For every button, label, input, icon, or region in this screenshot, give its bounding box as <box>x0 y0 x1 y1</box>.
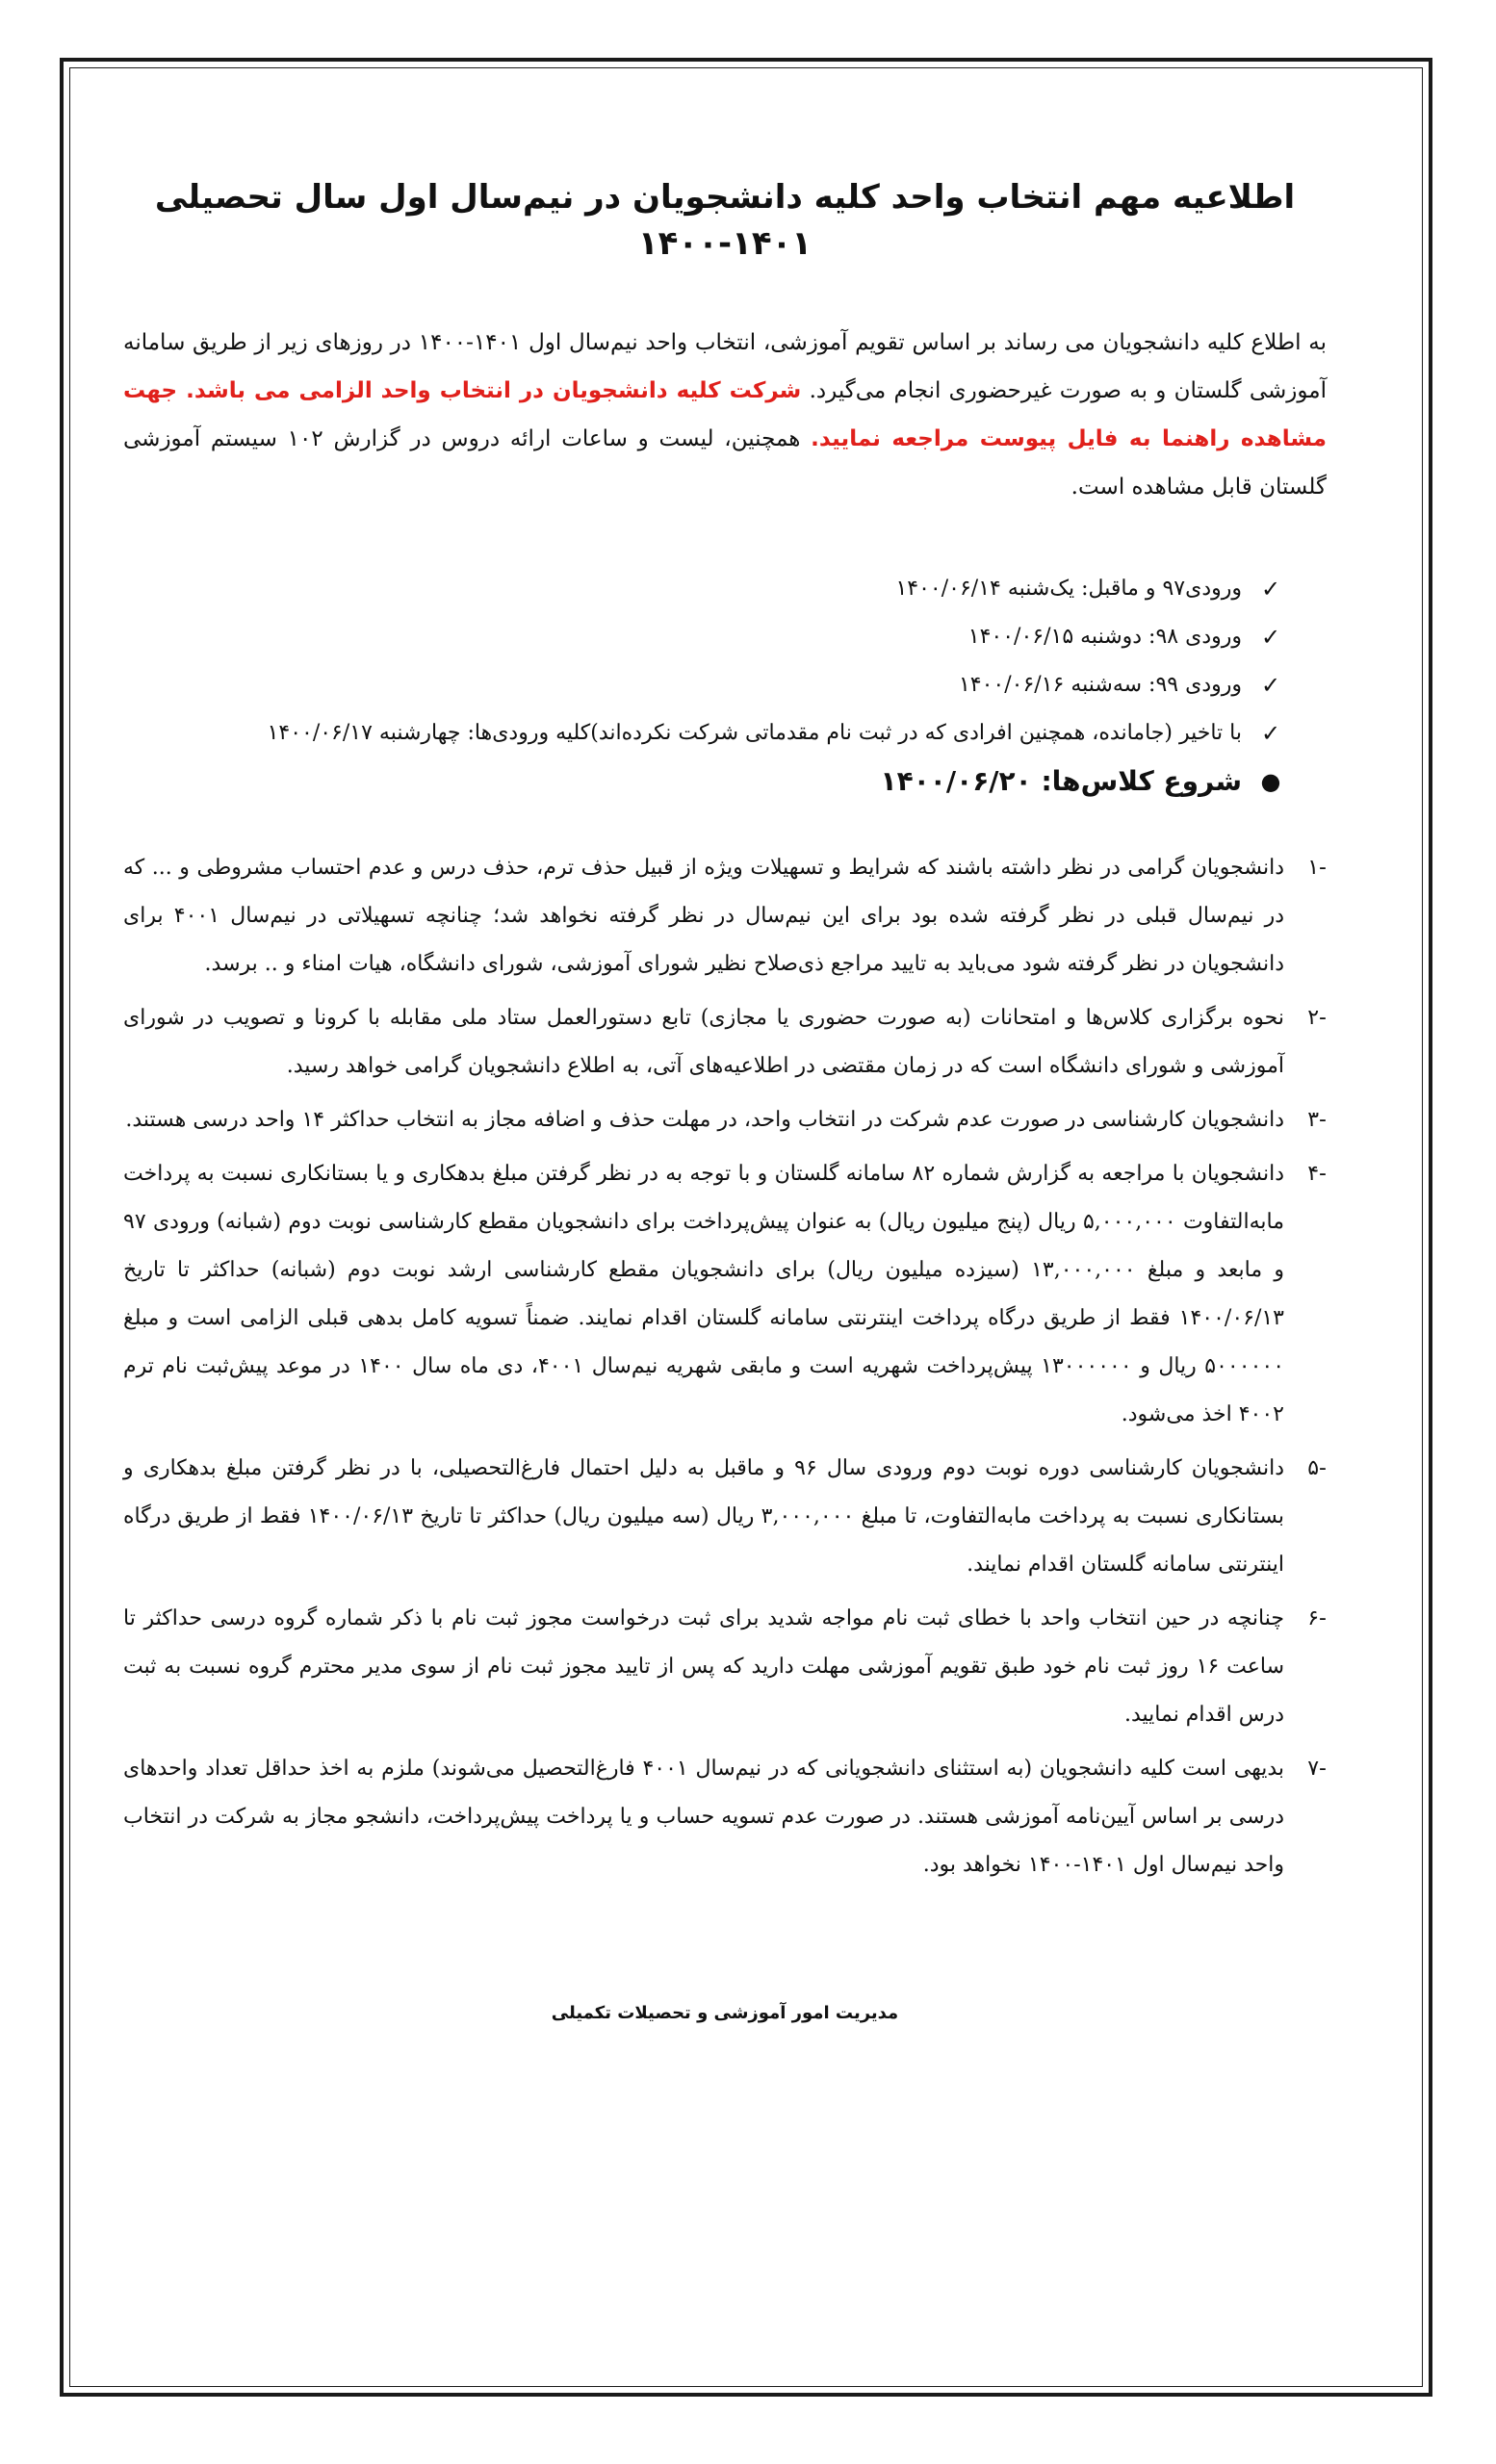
note-item <box>123 1445 1327 1589</box>
schedule-item <box>123 661 1288 709</box>
note-number: -۱ <box>1307 856 1327 881</box>
note-item <box>123 1150 1327 1439</box>
note-number: -۲ <box>1307 1006 1327 1031</box>
class-start-text: شروع کلاس‌ها: ۱۴۰۰/۰۶/۲۰ <box>880 765 1242 798</box>
note-text: دانشجویان کارشناسی در صورت عدم شرکت در انتخاب واحد، در مهلت حذف و اضافه مجاز به انتخاب حداکثر ۱۴ واحد درسی هستند. <box>125 1108 1284 1133</box>
note-number: -۴ <box>1307 1162 1327 1187</box>
intro-text-1: به اطلاع کلیه دانشجویان می رساند بر اساس تقویم آموزشی، انتخاب واحد نیم‌سال اول ۱۴۰۱-۱۴۰۰ در روزهای زیر از طریق سامانه آموزشی گلستان و به صورت غیرحضوری انجام می‌گیرد. <box>123 330 1328 404</box>
note-number: -۶ <box>1307 1606 1327 1631</box>
note-text: نحوه برگزاری کلاس‌ها و امتحانات (به صورت حضوری یا مجازی) تابع دستورالعمل ستاد ملی مقابله با کرونا و تصویب در شورای آموزشی و شورای دانشگاه است که در زمان مقتضی در اطلاعیه‌های آتی، به اطلاع دانشجویان گرامی خواهد رسید. <box>123 1006 1284 1079</box>
note-text: بدیهی است کلیه دانشجویان (به استثنای دانشجویانی که در نیم‌سال ۴۰۰۱ فارغ‌التحصیل می‌شوند) ملزم به اخذ حداقل تعداد واحدهای درسی بر اساس آیین‌نامه آموزشی هستند. در صورت عدم تسویه حساب و یا پرداخت پیش‌پرداخت، دانشجو مجاز به شرکت در انتخاب واحد نیم‌سال اول ۱۴۰۱-۱۴۰۰ نخواهد بود. <box>123 1757 1284 1878</box>
note-item <box>123 1745 1327 1889</box>
signature: مدیریت امور آموزشی و تحصیلات تکمیلی <box>551 2003 899 2024</box>
schedule-text: با تاخیر (جامانده، همچنین افرادی که در ثبت نام مقدماتی شرکت نکرده‌اند)کلیه ورودی‌ها: چهارشنبه ۱۴۰۰/۰۶/۱۷ <box>267 721 1242 746</box>
announcement-body <box>123 144 1327 2023</box>
note-number: -۷ <box>1307 1757 1327 1782</box>
intro-highlight-red: شرکت کلیه دانشجویان در انتخاب واحد الزامی می باشد. جهت مشاهده راهنما به فایل پیوست مراجعه نمایید. <box>123 378 1328 452</box>
note-text: دانشجویان با مراجعه به گزارش شماره ۸۲ سامانه گلستان و با توجه به در نظر گرفتن مبلغ بدهکاری و یا بستانکاری نسبت به پرداخت مابه‌التفاوت ۵,۰۰۰,۰۰۰ ریال (پنج میلیون ریال) به عنوان پیش‌پرداخت برای دانشجویان مقطع کارشناسی نوبت دوم (شبانه) ورودی ۹۷ و مابعد و مبلغ ۱۳,۰۰۰,۰۰۰ (سیزده میلیون ریال) برای دانشجویان مقطع کارشناسی ارشد نوبت دوم (شبانه) حداکثر تا تاریخ ۱۴۰۰/۰۶/۱۳ فقط از طریق درگاه پرداخت اینترنتی سامانه گلستان اقدام نمایند. ضمناً تسویه کامل بدهی قبلی الزامی است و مبلغ ۵۰۰۰۰۰۰ ریال و ۱۳۰۰۰۰۰۰ پیش‌پرداخت شهریه است و مابقی شهریه نیم‌سال ۴۰۰۱، دی ماه سال ۱۴۰۰ در موعد پیش‌ثبت نام ترم ۴۰۰۲ اخذ می‌شود. <box>123 1162 1285 1427</box>
registration-schedule <box>123 565 1327 806</box>
bullet-icon: ● <box>1260 768 1281 796</box>
note-item <box>123 994 1327 1091</box>
intro-text-2: همچنین، لیست و ساعات ارائه دروس در گزارش ۱۰۲ سیستم آموزشی گلستان قابل مشاهده است. <box>123 426 1327 500</box>
notes-list <box>123 844 1327 1889</box>
check-icon: ✓ <box>1260 672 1281 700</box>
announcement-title: اطلاعیه مهم انتخاب واحد کلیه دانشجویان در نیم‌سال اول سال تحصیلی ۱۴۰۱-۱۴۰۰ <box>154 178 1296 263</box>
note-text: دانشجویان گرامی در نظر داشته باشند که شرایط و تسهیلات ویژه از قبیل حذف ترم، حذف درس و عدم احتساب مشروطی و ... که در نیم‌سال قبلی در نظر گرفته شده بود برای این نیم‌سال در نظر گرفته نخواهد شد؛ چنانچه تسهیلاتی در نیم‌سال ۴۰۰۱ برای دانشجویان در نظر گرفته شود می‌باید به تایید مراجع ذی‌صلاح نظیر شورای آموزشی، شورای دانشگاه، هیات امناء و .. برسد. <box>123 856 1284 977</box>
intro-paragraph <box>123 319 1327 511</box>
class-start-item <box>123 757 1288 806</box>
schedule-item <box>123 565 1288 613</box>
check-icon: ✓ <box>1260 576 1281 603</box>
note-item <box>123 1595 1327 1739</box>
schedule-text: ورودی ۹۸: دوشنبه ۱۴۰۰/۰۶/۱۵ <box>967 625 1242 650</box>
schedule-item <box>123 613 1288 661</box>
check-icon: ✓ <box>1260 720 1281 748</box>
note-item <box>123 1096 1327 1144</box>
note-text: دانشجویان کارشناسی دوره نوبت دوم ورودی سال ۹۶ و ماقبل به دلیل احتمال فارغ‌التحصیلی، با در نظر گرفتن مبلغ بدهکاری و بستانکاری نسبت به پرداخت مابه‌التفاوت، تا مبلغ ۳,۰۰۰,۰۰۰ ریال (سه میلیون ریال) حداکثر تا تاریخ ۱۴۰۰/۰۶/۱۳ فقط از طریق درگاه اینترنتی سامانه گلستان اقدام نمایند. <box>123 1456 1285 1578</box>
note-text: چنانچه در حین انتخاب واحد با خطای ثبت نام مواجه شدید برای ثبت درخواست مجوز ثبت نام با ذکر شماره گروه درسی حداکثر تا ساعت ۱۶ روز ثبت نام خود طبق تقویم آموزشی مهلت دارید که پس از تایید مجوز ثبت نام از سوی مدیر محترم گروه نسبت به ثبت درس اقدام نمایید. <box>123 1606 1285 1728</box>
schedule-text: ورودی۹۷ و ماقبل: یک‌شنبه ۱۴۰۰/۰۶/۱۴ <box>895 577 1242 602</box>
schedule-item <box>123 709 1288 757</box>
schedule-text: ورودی ۹۹: سه‌شنبه ۱۴۰۰/۰۶/۱۶ <box>958 673 1242 698</box>
note-item <box>123 844 1327 988</box>
note-number: -۳ <box>1307 1108 1327 1133</box>
note-number: -۵ <box>1307 1456 1327 1481</box>
check-icon: ✓ <box>1260 624 1281 652</box>
